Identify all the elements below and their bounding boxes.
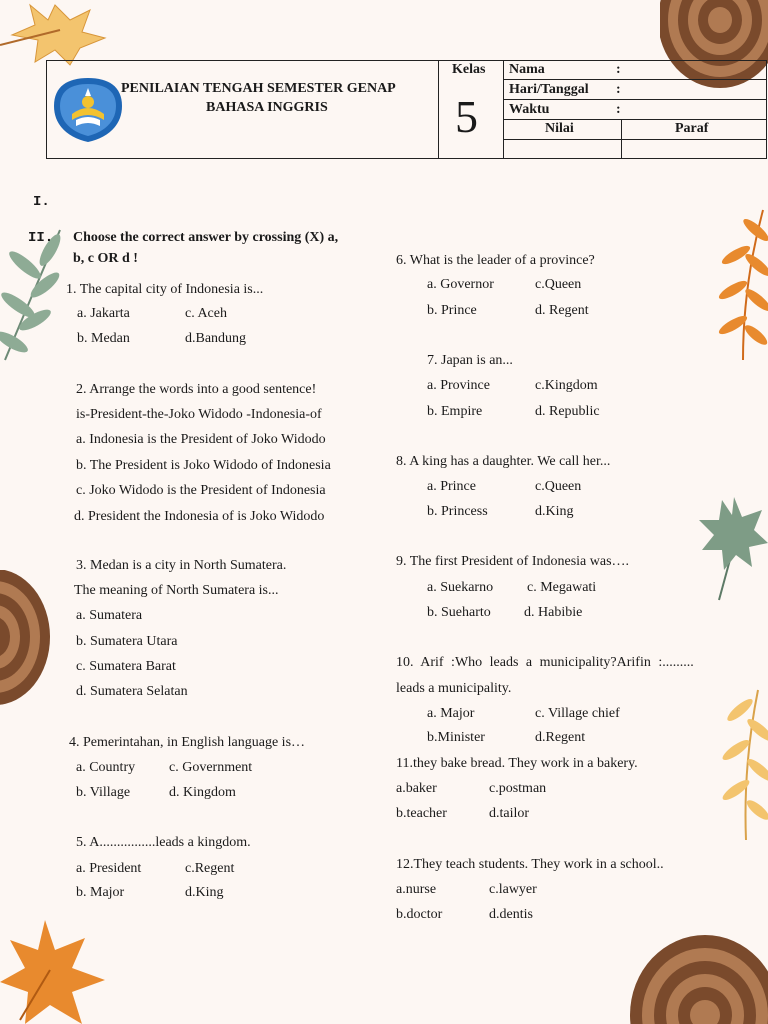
option-1a[interactable]: a. Jakarta [77,306,130,321]
question-4: 4. Pemerintahan, in English language is… [69,735,306,750]
nama-field[interactable] [626,61,764,79]
option-3a[interactable]: a. Sumatera [76,608,143,623]
option-1d[interactable]: d.Bandung [185,331,247,346]
nilai-field[interactable] [505,141,620,158]
option-6c[interactable]: c.Queen [535,277,582,292]
option-4c[interactable]: c. Government [169,760,253,775]
option-7d[interactable]: d. Republic [535,404,600,419]
question-8: 8. A king has a daughter. We call her... [396,454,611,469]
hari-tanggal-label: Hari/Tanggal [509,82,589,97]
question-10: 10. Arif :Who leads a municipality?Arifin :......... [396,655,694,670]
header-rule [503,99,767,100]
subject-title: BAHASA INGGRIS [206,100,328,115]
header-divider [438,60,439,159]
waktu-colon: : [616,102,621,117]
option-9d[interactable]: d. Habibie [524,605,583,620]
option-2c[interactable]: c. Joko Widodo is the President of Indonesia [76,483,326,498]
hari-tanggal-colon: : [616,82,621,97]
option-6a[interactable]: a. Governor [427,277,494,292]
kelas-label: Kelas [452,62,486,77]
question-7: 7. Japan is an... [427,353,513,368]
exam-title: PENILAIAN TENGAH SEMESTER GENAP [121,81,396,96]
option-9a[interactable]: a. Suekarno [427,580,494,595]
option-8d[interactable]: d.King [535,504,574,519]
question-6: 6. What is the leader of a province? [396,253,595,268]
option-5a[interactable]: a. President [76,861,142,876]
option-12a[interactable]: a.nurse [396,882,437,897]
waktu-field[interactable] [626,101,764,119]
option-10a[interactable]: a. Major [427,706,475,721]
option-4d[interactable]: d. Kingdom [169,785,236,800]
option-1b[interactable]: b. Medan [77,331,130,346]
option-9c[interactable]: c. Megawati [527,580,597,595]
option-6d[interactable]: d. Regent [535,303,589,318]
option-5b[interactable]: b. Major [76,885,125,900]
header-divider [503,60,504,159]
option-1c[interactable]: c. Aceh [185,306,227,321]
option-8b[interactable]: b. Princess [427,504,488,519]
option-12d[interactable]: d.dentis [489,907,533,922]
option-5c[interactable]: c.Regent [185,861,235,876]
question-11: 11.they bake bread. They work in a bakery. [396,756,638,771]
option-7b[interactable]: b. Empire [427,404,483,419]
option-10b[interactable]: b.Minister [427,730,485,745]
header-rule [503,139,767,140]
decor-wood-left [0,570,50,705]
option-8a[interactable]: a. Prince [427,479,476,494]
option-3d[interactable]: d. Sumatera Selatan [76,684,188,699]
option-2a[interactable]: a. Indonesia is the President of Joko Widodo [76,432,326,447]
option-10d[interactable]: d.Regent [535,730,586,745]
question-12: 12.They teach students. They work in a school.. [396,857,664,872]
decor-leaf-orange-right [718,205,768,365]
option-12b[interactable]: b.doctor [396,907,443,922]
header-rule [503,119,767,120]
option-11c[interactable]: c.postman [489,781,547,796]
question-1: 1. The capital city of Indonesia is... [66,282,264,297]
paraf-field[interactable] [623,141,766,158]
option-2d[interactable]: d. President the Indonesia of is Joko Widodo [74,509,325,524]
header-rule [503,79,767,80]
question-9: 9. The first President of Indonesia was…. [396,554,630,569]
question-10-line2: leads a municipality. [396,681,512,696]
option-7a[interactable]: a. Province [427,378,490,393]
section-roman-1: I. [33,194,50,210]
decor-leaf-yellow-right [718,685,768,845]
instruction: b, c OR d ! [73,251,138,266]
hari-tanggal-field[interactable] [626,81,764,99]
option-5d[interactable]: d.King [185,885,224,900]
nama-colon: : [616,62,621,77]
kelas-value: 5 [455,91,478,142]
question-2: 2. Arrange the words into a good sentence! [76,382,317,397]
nilai-label: Nilai [545,121,574,136]
paraf-label: Paraf [675,121,709,136]
question-3-line2: The meaning of North Sumatera is... [74,583,279,598]
decor-wood-bottom-right [630,935,768,1024]
option-4a[interactable]: a. Country [76,760,136,775]
decor-leaf-orange-bottom-left [0,920,105,1024]
option-11b[interactable]: b.teacher [396,806,447,821]
option-6b[interactable]: b. Prince [427,303,477,318]
option-7c[interactable]: c.Kingdom [535,378,598,393]
waktu-label: Waktu [509,102,550,117]
option-9b[interactable]: b. Sueharto [427,605,491,620]
option-3c[interactable]: c. Sumatera Barat [76,659,176,674]
tut-wuri-handayani-logo [52,76,124,144]
nama-label: Nama [509,62,545,77]
section-roman-2: II. [28,230,54,246]
instruction: Choose the correct answer by crossing (X) a, [73,230,339,245]
question-5: 5. A................leads a kingdom. [76,835,251,850]
option-8c[interactable]: c.Queen [535,479,582,494]
option-10c[interactable]: c. Village chief [535,706,620,721]
option-2b[interactable]: b. The President is Joko Widodo of Indonesia [76,458,331,473]
option-11a[interactable]: a.baker [396,781,437,796]
option-4b[interactable]: b. Village [76,785,131,800]
question-2-words: is-President-the-Joko Widodo -Indonesia-of [76,407,322,422]
option-3b[interactable]: b. Sumatera Utara [76,634,178,649]
option-11d[interactable]: d.tailor [489,806,530,821]
option-12c[interactable]: c.lawyer [489,882,537,897]
question-3: 3. Medan is a city in North Sumatera. [76,558,287,573]
decor-leaf-sage-maple-right [694,495,768,605]
